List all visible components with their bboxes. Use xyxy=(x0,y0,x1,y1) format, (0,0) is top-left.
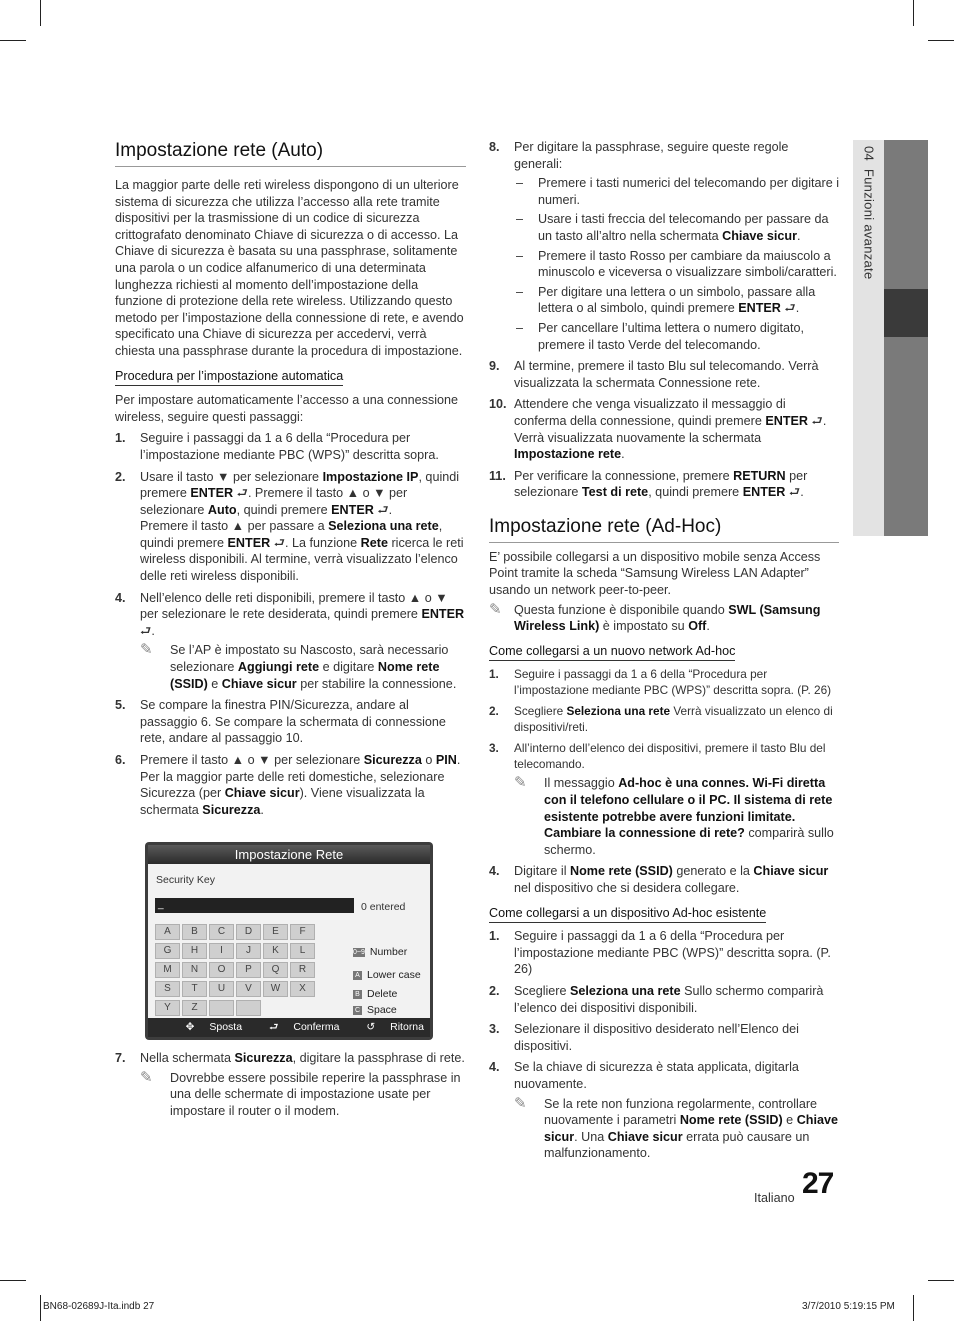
security-key-input[interactable]: _ xyxy=(155,898,354,913)
ok-hint: ⮐ Conferma xyxy=(269,1021,340,1033)
crop-mark xyxy=(913,0,914,26)
keyboard-grid xyxy=(155,924,315,1016)
crop-mark xyxy=(928,1280,954,1281)
enter-icon: ⮐ xyxy=(811,413,823,428)
list-item: 3. All’interno dell’elenco dei dispositivi, premere il tasto Blu del telecomando. ✎ Il messaggio Ad-hoc è una connes. Wi-Fi diretta con il telefono cellulare o il PC. Il sistema di rete esistente potrebbe avere funzioni limitate. Cambiare la connessione di rete? comparirà sullo schermo. xyxy=(489,740,839,858)
move-hint: ✥ Sposta xyxy=(185,1021,243,1033)
keyboard-key[interactable]: E xyxy=(263,924,288,940)
enter-icon: ⮐ xyxy=(788,485,801,500)
list-item: 1. Seguire i passaggi da 1 a 6 della “Procedura per l’impostazione mediante PBC (WPS)” descritta sopra. xyxy=(115,431,439,462)
print-file-info: BN68-02689J-Ita.indb 27 xyxy=(43,1301,155,1312)
chapter-tab-marker xyxy=(884,140,928,536)
section-title-auto: Impostazione rete (Auto) xyxy=(115,139,466,167)
legend-lower: A Lower case xyxy=(353,967,421,984)
keyboard-key[interactable]: A xyxy=(155,924,180,940)
keyboard-key[interactable]: D xyxy=(236,924,261,940)
keyboard-key[interactable]: O xyxy=(209,962,234,978)
keyboard-key[interactable] xyxy=(236,1000,261,1016)
crop-mark xyxy=(913,1295,914,1321)
list-item: 8. Per digitare la passphrase, seguire queste regole generali: – Premere i tasti numerici del telecomando per digitare i numeri. – Usare i tasti freccia del telecomando per passare da un tasto all’altro nella schermata Chiave sicur. – Premere il tasto Rosso per cambiare da maiuscolo a minuscolo e viceversa o visualizzare simboli/caratteri. – Per digitare una lettera o un simbolo, passare alla lettera o al simbolo, quindi premere ENTER ⮐. – Per cancellare l’ultima lettera o numero digitato, premere il tasto Verde del telecomando. xyxy=(489,140,839,352)
pencil-icon: ✎ xyxy=(514,1094,527,1112)
right-column xyxy=(489,134,839,1162)
list-item: 2. Scegliere Seleziona una rete Sullo schermo comparirà l’elenco dei dispositivi disponibili. xyxy=(489,983,824,1015)
pencil-icon: ✎ xyxy=(489,600,502,618)
legend-space: C Space xyxy=(354,1004,397,1016)
back-hint: ↺ Ritorna xyxy=(366,1021,424,1033)
enter-icon: ⮐ xyxy=(784,301,796,316)
list-item: – Premere i tasti numerici del telecomando per digitare i numeri. xyxy=(516,176,839,207)
list-item: 6. Premere il tasto ▲ o ▼ per selezionare Sicurezza o PIN. Per la maggior parte delle reti domestiche, selezionare Sicurezza (per Chiave sicur). Viene visualizzata la schermata Sicurezza. xyxy=(115,753,461,817)
list-item: 4. Nell’elenco delle reti disponibili, premere il tasto ▲ o ▼ per selezionare le rete desiderata, quindi premere ENTER ⮐. ✎ Se l’AP è impostato su Nascosto, sarà necessario selezionare Aggiungi rete e digitare Nome rete (SSID) e Chiave sicur per stabilire la connessione. xyxy=(115,590,465,691)
security-key-screen xyxy=(145,842,433,1040)
keyboard-key[interactable]: U xyxy=(209,981,234,997)
list-item: 5. Se compare la finestra PIN/Sicurezza, andare al passaggio 6. Se compare la schermata di connessione rete, andare al passaggio 10. xyxy=(115,698,446,746)
legend-number: 0~9 Number xyxy=(353,946,408,958)
crop-mark xyxy=(0,40,26,41)
keyboard-key[interactable]: V xyxy=(236,981,261,997)
adhoc-intro: E’ possibile collegarsi a un dispositivo mobile senza Access Point tramite la scheda “Samsung Wireless LAN Adapter” usando un network peer-to-peer. xyxy=(489,549,821,598)
print-date: 3/7/2010 5:19:15 PM xyxy=(802,1301,895,1312)
procedure-intro: Per impostare automaticamente l’accesso a una connessione wireless, seguire questi passaggi: xyxy=(115,393,459,424)
keyboard-key[interactable]: G xyxy=(155,943,180,959)
note: ✎ Se l’AP è impostato su Nascosto, sarà necessario selezionare Aggiungi rete e digitare Nome rete (SSID) e Chiave sicur per stabilire la connessione. xyxy=(140,641,457,691)
entered-count: 0 entered xyxy=(361,901,406,913)
pencil-icon: ✎ xyxy=(140,641,153,659)
adhoc-existing-heading: Come collegarsi a un dispositivo Ad-hoc esistente xyxy=(489,905,766,924)
list-item: 10. Attendere che venga visualizzato il messaggio di conferma della connessione, quindi premere ENTER ⮐. Verrà visualizzata nuovamente la schermata Impostazione rete. xyxy=(489,397,827,462)
list-item: 3. Selezionare il dispositivo desiderato nell’Elenco dei dispositivi. xyxy=(489,1022,799,1053)
keyboard-key[interactable]: F xyxy=(290,924,315,940)
crop-mark xyxy=(0,1280,26,1281)
enter-icon: ⮐ xyxy=(273,535,286,550)
list-item: 1. Seguire i passaggi da 1 a 6 della “Procedura per l’impostazione mediante PBC (WPS)” descritta sopra. (P. 26) xyxy=(489,929,831,977)
note: ✎ Questa funzione è disponibile quando SWL (Samsung Wireless Link) è impostato su Off. xyxy=(489,600,821,634)
list-item: 4. Se la chiave di sicurezza è stata applicata, digitarla nuovamente. ✎ Se la rete non funziona regolarmente, controllare nuovamente i parametri Nome rete (SSID) e Chiave sicur. Una Chiave sicur errata può causare un malfunzionamento. xyxy=(489,1060,839,1161)
move-icon: ✥ xyxy=(185,1021,195,1033)
keyboard-key[interactable]: M xyxy=(155,962,180,978)
keyboard-key[interactable]: C xyxy=(209,924,234,940)
keyboard-key[interactable]: Q xyxy=(263,962,288,978)
adhoc-new-heading: Come collegarsi a un nuovo network Ad-hoc xyxy=(489,643,735,662)
legend-delete: B Delete xyxy=(353,986,397,1003)
pencil-icon: ✎ xyxy=(140,1068,153,1086)
list-item: 1. Seguire i passaggi da 1 a 6 della “Procedura per l’impostazione mediante PBC (WPS)” descritta sopra. (P. 26) xyxy=(489,667,832,698)
left-column-end xyxy=(115,1045,466,1119)
keyboard-key[interactable]: X xyxy=(290,981,315,997)
keyboard-key[interactable]: N xyxy=(182,962,207,978)
enter-icon: ⮐ xyxy=(140,623,152,638)
intro-paragraph: La maggior parte delle reti wireless dispongono di un ulteriore sistema di sicurezza che utilizza l’accesso alla rete tramite dispositivi per la trasmissione di un codice di sicurezza crittografato denominato Chiave di sicurezza o di accesso. La Chiave di sicurezza è basata su una passphrase, solitamente una parola o un codice alfanumerico di una determinata lunghezza richiesti al momento dell’impostazione della funzione di protezione della rete wireless. Utilizzando questo metodo per l’impostazione della connessione di rete, e avendo specificato una Chiave di sicurezza per accedervi, verrà chiesta una passphrase durante la procedura di impostazione. xyxy=(115,178,464,358)
pencil-icon: ✎ xyxy=(514,774,527,792)
keyboard-key[interactable]: B xyxy=(182,924,207,940)
return-icon: ↺ xyxy=(366,1021,376,1033)
keyboard-key[interactable]: I xyxy=(209,943,234,959)
list-item: – Usare i tasti freccia del telecomando per passare da un tasto all’altro nella schermata Chiave sicur. xyxy=(516,212,829,243)
list-item: 4. Digitare il Nome rete (SSID) generato e la Chiave sicur nel dispositivo che si desidera collegare. xyxy=(489,864,829,895)
page-language: Italiano xyxy=(754,1191,795,1205)
keyboard-key[interactable] xyxy=(209,1000,234,1016)
keyboard-key[interactable]: K xyxy=(263,943,288,959)
crop-mark xyxy=(928,40,954,41)
keyboard-key[interactable]: P xyxy=(236,962,261,978)
enter-icon: ⮐ xyxy=(236,486,248,501)
screen-footer xyxy=(148,1018,430,1037)
list-item: 7. Nella schermata Sicurezza, digitare la passphrase di rete. ✎ Dovrebbe essere possibile reperire la passphrase in una delle schermate di impostazione usate per impostare il router o il modem. xyxy=(115,1051,465,1118)
keyboard-key[interactable]: S xyxy=(155,981,180,997)
note: ✎ Se la rete non funziona regolarmente, controllare nuovamente i parametri Nome rete (SSID) e Chiave sicur. Una Chiave sicur errata può causare un malfunzionamento. xyxy=(514,1094,839,1161)
list-item: 9. Al termine, premere il tasto Blu sul telecomando. Verrà visualizzata la schermata Connessione rete. xyxy=(489,359,819,390)
enter-icon: ⮐ xyxy=(269,1021,279,1033)
procedure-heading: Procedura per l’impostazione automatica xyxy=(115,368,343,387)
keyboard-key[interactable]: W xyxy=(263,981,288,997)
keyboard-key[interactable]: L xyxy=(290,943,315,959)
page-number: 27 xyxy=(802,1167,834,1200)
crop-mark xyxy=(40,1295,41,1321)
enter-icon: ⮐ xyxy=(377,502,389,517)
keyboard-key[interactable]: H xyxy=(182,943,207,959)
list-item: 11. Per verificare la connessione, premere RETURN per selezionare Test di rete, quindi premere ENTER ⮐. xyxy=(489,468,808,500)
screen-title: Impostazione Rete xyxy=(148,845,430,864)
chapter-title: 04 Funzioni avanzate xyxy=(861,146,877,280)
keyboard-key[interactable]: J xyxy=(236,943,261,959)
left-column xyxy=(115,139,466,818)
list-item: – Per digitare una lettera o un simbolo, passare alla lettera o al simbolo, quindi premere ENTER ⮐. xyxy=(516,284,816,316)
keyboard-key[interactable]: R xyxy=(290,962,315,978)
list-item: – Per cancellare l’ultima lettera o numero digitato, premere il tasto Verde del telecomando. xyxy=(516,320,804,352)
crop-mark xyxy=(40,0,41,26)
note: ✎ Dovrebbe essere possibile reperire la passphrase in una delle schermate di impostazione usate per impostare il router o il modem. xyxy=(140,1068,461,1118)
keyboard-key[interactable]: Z xyxy=(182,1000,207,1016)
auto-steps xyxy=(115,430,466,818)
keyboard-key[interactable]: Y xyxy=(155,1000,180,1016)
section-title-adhoc: Impostazione rete (Ad-Hoc) xyxy=(489,515,839,543)
list-item: 2. Usare il tasto ▼ per selezionare Impostazione IP, quindi premere ENTER ⮐. Premere il tasto ▲ o ▼ per selezionare Auto, quindi premere ENTER ⮐. Premere il tasto ▲ per passare a Seleziona una rete, quindi premere ENTER ⮐. La funzione Rete ricerca le reti wireless disponibili. Al termine, verrà visualizzato l’elenco delle reti wireless disponibili. xyxy=(115,469,464,584)
list-item: 2. Scegliere Seleziona una rete Verrà visualizzato un elenco di dispositivi/reti. xyxy=(489,704,833,735)
security-key-label: Security Key xyxy=(156,874,215,886)
note: ✎ Il messaggio Ad-hoc è una connes. Wi-Fi diretta con il telefono cellulare o il PC. Il sistema di rete esistente potrebbe avere funzioni limitate. Cambiare la connessione di rete? comparirà sullo schermo. xyxy=(514,774,834,857)
keyboard-key[interactable]: T xyxy=(182,981,207,997)
list-item: – Premere il tasto Rosso per cambiare da maiuscolo a minuscolo e viceversa o visualizzare simboli/caratteri. xyxy=(516,248,837,280)
